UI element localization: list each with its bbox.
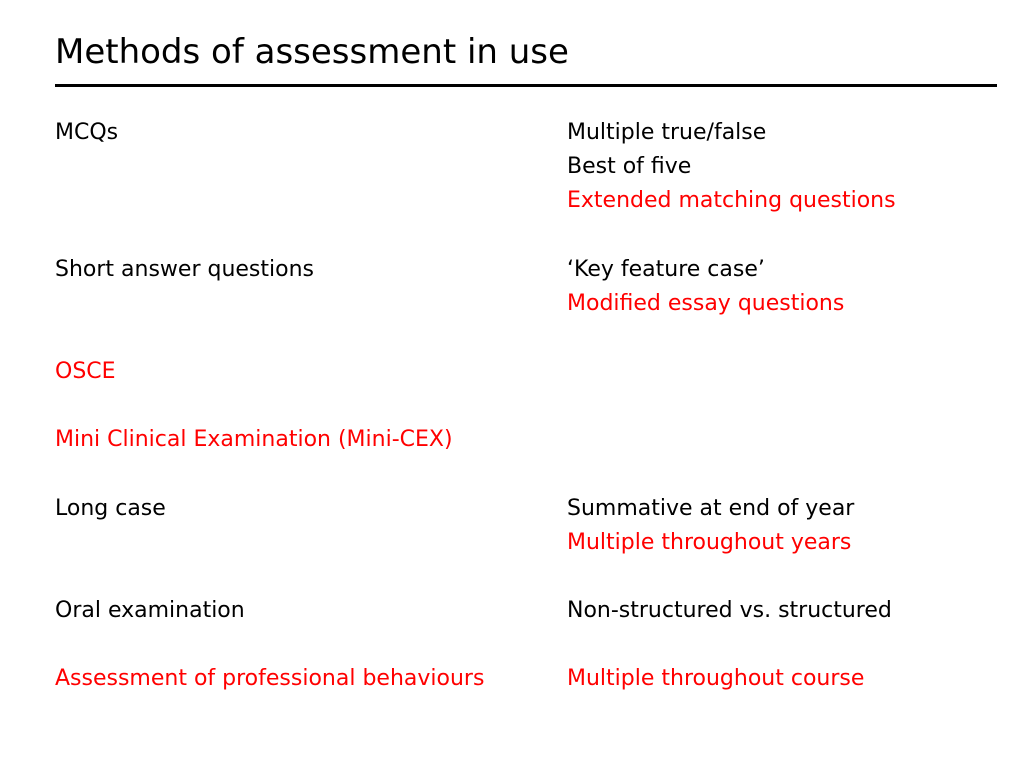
title-underline bbox=[55, 84, 997, 87]
method-mini-cex: Mini Clinical Examination (Mini-CEX) bbox=[55, 427, 453, 452]
method-oral-examination: Oral examination bbox=[55, 598, 245, 623]
method-osce: OSCE bbox=[55, 359, 116, 384]
detail-multiple-throughout-course: Multiple throughout course bbox=[567, 666, 865, 691]
detail-multiple-true-false: Multiple true/false bbox=[567, 120, 767, 145]
detail-best-of-five: Best of five bbox=[567, 154, 692, 179]
detail-non-structured-vs-structured: Non-structured vs. structured bbox=[567, 598, 892, 623]
slide-title: Methods of assessment in use bbox=[55, 32, 569, 72]
detail-summative-end-of-year: Summative at end of year bbox=[567, 496, 855, 521]
method-long-case: Long case bbox=[55, 496, 166, 521]
detail-extended-matching-questions: Extended matching questions bbox=[567, 188, 896, 213]
detail-key-feature-case: ‘Key feature case’ bbox=[567, 257, 765, 282]
method-short-answer-questions: Short answer questions bbox=[55, 257, 314, 282]
detail-modified-essay-questions: Modified essay questions bbox=[567, 291, 845, 316]
method-assessment-professional-behaviours: Assessment of professional behaviours bbox=[55, 666, 485, 691]
detail-multiple-throughout-years: Multiple throughout years bbox=[567, 530, 852, 555]
method-mcqs: MCQs bbox=[55, 120, 119, 145]
